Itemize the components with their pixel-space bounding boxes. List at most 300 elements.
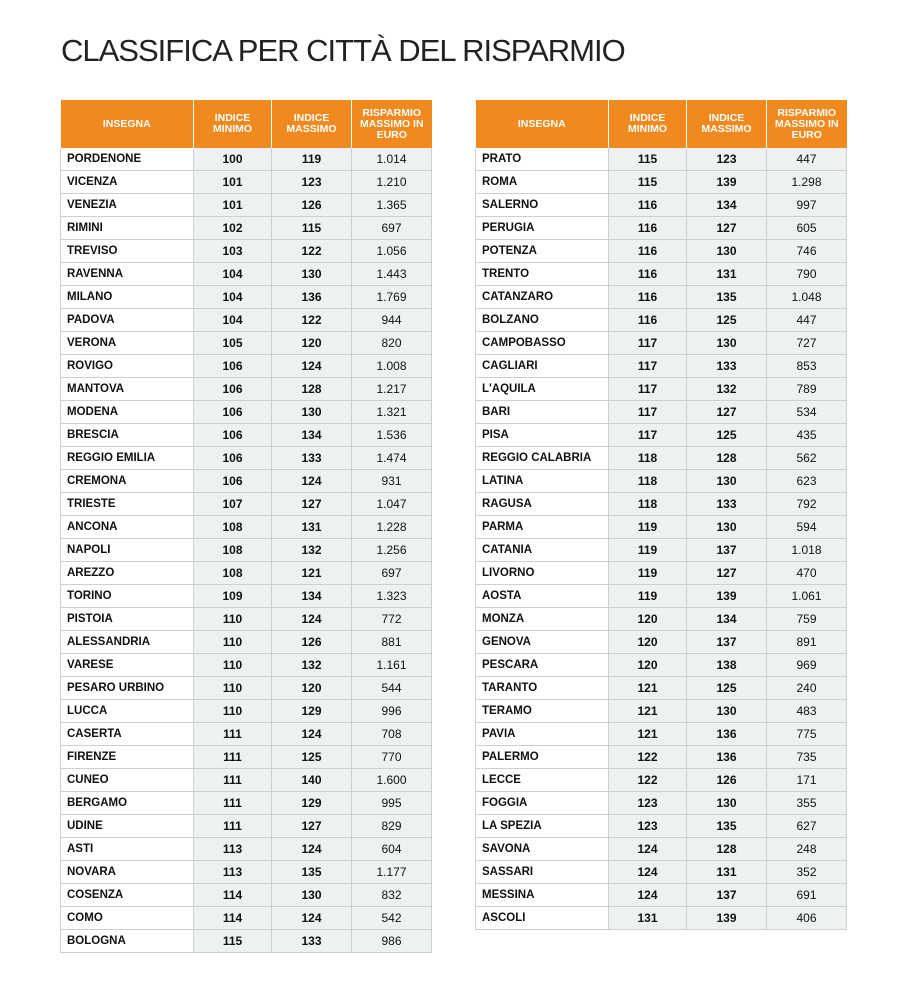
max-index-cell: 131 bbox=[687, 861, 767, 884]
savings-cell: 171 bbox=[767, 769, 847, 792]
savings-cell: 881 bbox=[352, 631, 432, 654]
savings-cell: 406 bbox=[767, 907, 847, 930]
min-index-cell: 106 bbox=[194, 470, 272, 493]
min-index-cell: 116 bbox=[609, 309, 687, 332]
city-cell: PORDENONE bbox=[61, 148, 194, 171]
max-index-cell: 126 bbox=[272, 194, 352, 217]
max-index-cell: 121 bbox=[272, 562, 352, 585]
table-row bbox=[476, 539, 847, 562]
min-index-cell: 116 bbox=[609, 263, 687, 286]
city-cell: SAVONA bbox=[476, 838, 609, 861]
table-row bbox=[61, 309, 432, 332]
max-index-cell: 139 bbox=[687, 585, 767, 608]
savings-cell: 986 bbox=[352, 930, 432, 953]
min-index-cell: 121 bbox=[609, 700, 687, 723]
city-cell: MESSINA bbox=[476, 884, 609, 907]
max-index-cell: 133 bbox=[272, 930, 352, 953]
city-cell: MANTOVA bbox=[61, 378, 194, 401]
min-index-cell: 117 bbox=[609, 424, 687, 447]
min-index-cell: 106 bbox=[194, 401, 272, 424]
min-index-cell: 115 bbox=[609, 148, 687, 171]
min-index-cell: 105 bbox=[194, 332, 272, 355]
savings-cell: 1.256 bbox=[352, 539, 432, 562]
city-cell: CAMPOBASSO bbox=[476, 332, 609, 355]
min-index-cell: 106 bbox=[194, 355, 272, 378]
header-insegna: INSEGNA bbox=[476, 100, 609, 148]
min-index-cell: 113 bbox=[194, 838, 272, 861]
max-index-cell: 124 bbox=[272, 355, 352, 378]
table-row bbox=[476, 424, 847, 447]
city-cell: MODENA bbox=[61, 401, 194, 424]
max-index-cell: 125 bbox=[272, 746, 352, 769]
max-index-cell: 127 bbox=[687, 562, 767, 585]
table-row bbox=[61, 838, 432, 861]
table-row bbox=[476, 171, 847, 194]
savings-cell: 544 bbox=[352, 677, 432, 700]
min-index-cell: 104 bbox=[194, 263, 272, 286]
table-row bbox=[61, 884, 432, 907]
min-index-cell: 100 bbox=[194, 148, 272, 171]
table-row bbox=[61, 470, 432, 493]
max-index-cell: 128 bbox=[687, 838, 767, 861]
savings-cell: 1.161 bbox=[352, 654, 432, 677]
city-cell: POTENZA bbox=[476, 240, 609, 263]
max-index-cell: 130 bbox=[687, 470, 767, 493]
min-index-cell: 116 bbox=[609, 240, 687, 263]
min-index-cell: 101 bbox=[194, 194, 272, 217]
min-index-cell: 114 bbox=[194, 884, 272, 907]
min-index-cell: 111 bbox=[194, 746, 272, 769]
savings-cell: 790 bbox=[767, 263, 847, 286]
table-row bbox=[61, 148, 432, 171]
savings-cell: 562 bbox=[767, 447, 847, 470]
min-index-cell: 113 bbox=[194, 861, 272, 884]
city-cell: ASTI bbox=[61, 838, 194, 861]
table-row bbox=[476, 861, 847, 884]
table-row bbox=[61, 654, 432, 677]
max-index-cell: 130 bbox=[687, 700, 767, 723]
city-cell: VICENZA bbox=[61, 171, 194, 194]
savings-cell: 355 bbox=[767, 792, 847, 815]
max-index-cell: 131 bbox=[687, 263, 767, 286]
savings-cell: 1.048 bbox=[767, 286, 847, 309]
min-index-cell: 111 bbox=[194, 815, 272, 838]
city-cell: TREVISO bbox=[61, 240, 194, 263]
header-indice-massimo: INDICE MASSIMO bbox=[272, 100, 352, 148]
city-cell: LATINA bbox=[476, 470, 609, 493]
max-index-cell: 135 bbox=[272, 861, 352, 884]
max-index-cell: 124 bbox=[272, 723, 352, 746]
city-cell: CATANZARO bbox=[476, 286, 609, 309]
savings-cell: 1.061 bbox=[767, 585, 847, 608]
table-row bbox=[476, 631, 847, 654]
savings-cell: 1.014 bbox=[352, 148, 432, 171]
city-cell: FOGGIA bbox=[476, 792, 609, 815]
min-index-cell: 110 bbox=[194, 677, 272, 700]
min-index-cell: 111 bbox=[194, 792, 272, 815]
savings-cell: 352 bbox=[767, 861, 847, 884]
ranking-table-left bbox=[60, 100, 432, 953]
max-index-cell: 131 bbox=[272, 516, 352, 539]
table-row bbox=[61, 355, 432, 378]
header-indice-minimo: INDICE MINIMO bbox=[609, 100, 687, 148]
table-row bbox=[61, 424, 432, 447]
city-cell: VENEZIA bbox=[61, 194, 194, 217]
min-index-cell: 120 bbox=[609, 608, 687, 631]
min-index-cell: 117 bbox=[609, 355, 687, 378]
max-index-cell: 133 bbox=[272, 447, 352, 470]
table-row bbox=[476, 355, 847, 378]
savings-cell: 792 bbox=[767, 493, 847, 516]
city-cell: LUCCA bbox=[61, 700, 194, 723]
max-index-cell: 126 bbox=[687, 769, 767, 792]
city-cell: TORINO bbox=[61, 585, 194, 608]
city-cell: ALESSANDRIA bbox=[61, 631, 194, 654]
min-index-cell: 122 bbox=[609, 769, 687, 792]
city-cell: PARMA bbox=[476, 516, 609, 539]
city-cell: PESCARA bbox=[476, 654, 609, 677]
max-index-cell: 132 bbox=[272, 539, 352, 562]
page-title: CLASSIFICA PER CITTÀ DEL RISPARMIO bbox=[61, 33, 625, 68]
city-cell: RIMINI bbox=[61, 217, 194, 240]
max-index-cell: 127 bbox=[272, 815, 352, 838]
savings-cell: 1.474 bbox=[352, 447, 432, 470]
city-cell: CUNEO bbox=[61, 769, 194, 792]
city-cell: LECCE bbox=[476, 769, 609, 792]
savings-cell: 470 bbox=[767, 562, 847, 585]
header-risparmio-massimo: RISPARMIO MASSIMO IN EURO bbox=[352, 100, 432, 148]
min-index-cell: 118 bbox=[609, 493, 687, 516]
table-row bbox=[476, 907, 847, 930]
max-index-cell: 123 bbox=[272, 171, 352, 194]
table-row bbox=[476, 309, 847, 332]
savings-cell: 829 bbox=[352, 815, 432, 838]
savings-cell: 1.321 bbox=[352, 401, 432, 424]
table-row bbox=[61, 723, 432, 746]
header-indice-minimo: INDICE MINIMO bbox=[194, 100, 272, 148]
table-row bbox=[476, 746, 847, 769]
city-cell: COMO bbox=[61, 907, 194, 930]
max-index-cell: 124 bbox=[272, 470, 352, 493]
city-cell: RAGUSA bbox=[476, 493, 609, 516]
min-index-cell: 119 bbox=[609, 585, 687, 608]
savings-cell: 759 bbox=[767, 608, 847, 631]
max-index-cell: 127 bbox=[687, 217, 767, 240]
savings-cell: 735 bbox=[767, 746, 847, 769]
table-row bbox=[61, 792, 432, 815]
table-row bbox=[476, 470, 847, 493]
savings-cell: 1.008 bbox=[352, 355, 432, 378]
min-index-cell: 114 bbox=[194, 907, 272, 930]
city-cell: BRESCIA bbox=[61, 424, 194, 447]
min-index-cell: 120 bbox=[609, 654, 687, 677]
max-index-cell: 140 bbox=[272, 769, 352, 792]
max-index-cell: 137 bbox=[687, 631, 767, 654]
max-index-cell: 139 bbox=[687, 171, 767, 194]
min-index-cell: 123 bbox=[609, 792, 687, 815]
max-index-cell: 124 bbox=[272, 608, 352, 631]
min-index-cell: 116 bbox=[609, 194, 687, 217]
savings-cell: 1.217 bbox=[352, 378, 432, 401]
max-index-cell: 134 bbox=[272, 585, 352, 608]
savings-cell: 969 bbox=[767, 654, 847, 677]
header-risparmio-massimo: RISPARMIO MASSIMO IN EURO bbox=[767, 100, 847, 148]
city-cell: PADOVA bbox=[61, 309, 194, 332]
table-row bbox=[61, 516, 432, 539]
city-cell: BERGAMO bbox=[61, 792, 194, 815]
city-cell: TERAMO bbox=[476, 700, 609, 723]
city-cell: TRIESTE bbox=[61, 493, 194, 516]
min-index-cell: 124 bbox=[609, 884, 687, 907]
savings-cell: 997 bbox=[767, 194, 847, 217]
ranking-table-right bbox=[475, 100, 847, 930]
city-cell: CASERTA bbox=[61, 723, 194, 746]
min-index-cell: 104 bbox=[194, 309, 272, 332]
min-index-cell: 110 bbox=[194, 654, 272, 677]
table-row bbox=[61, 700, 432, 723]
city-cell: PISA bbox=[476, 424, 609, 447]
savings-cell: 891 bbox=[767, 631, 847, 654]
savings-cell: 483 bbox=[767, 700, 847, 723]
max-index-cell: 138 bbox=[687, 654, 767, 677]
city-cell: ANCONA bbox=[61, 516, 194, 539]
city-cell: VERONA bbox=[61, 332, 194, 355]
city-cell: UDINE bbox=[61, 815, 194, 838]
savings-cell: 594 bbox=[767, 516, 847, 539]
savings-cell: 1.769 bbox=[352, 286, 432, 309]
table-row bbox=[476, 286, 847, 309]
table-row bbox=[476, 217, 847, 240]
min-index-cell: 115 bbox=[609, 171, 687, 194]
city-cell: FIRENZE bbox=[61, 746, 194, 769]
min-index-cell: 110 bbox=[194, 631, 272, 654]
savings-cell: 697 bbox=[352, 217, 432, 240]
table-row bbox=[476, 332, 847, 355]
savings-cell: 727 bbox=[767, 332, 847, 355]
savings-cell: 248 bbox=[767, 838, 847, 861]
min-index-cell: 121 bbox=[609, 677, 687, 700]
max-index-cell: 132 bbox=[272, 654, 352, 677]
city-cell: ASCOLI bbox=[476, 907, 609, 930]
savings-cell: 534 bbox=[767, 401, 847, 424]
savings-cell: 1.323 bbox=[352, 585, 432, 608]
max-index-cell: 137 bbox=[687, 884, 767, 907]
max-index-cell: 119 bbox=[272, 148, 352, 171]
max-index-cell: 128 bbox=[272, 378, 352, 401]
table-row bbox=[61, 677, 432, 700]
city-cell: GENOVA bbox=[476, 631, 609, 654]
min-index-cell: 109 bbox=[194, 585, 272, 608]
header-insegna: INSEGNA bbox=[61, 100, 194, 148]
max-index-cell: 120 bbox=[272, 677, 352, 700]
min-index-cell: 106 bbox=[194, 378, 272, 401]
savings-cell: 708 bbox=[352, 723, 432, 746]
max-index-cell: 115 bbox=[272, 217, 352, 240]
city-cell: BOLOGNA bbox=[61, 930, 194, 953]
savings-cell: 1.047 bbox=[352, 493, 432, 516]
savings-cell: 627 bbox=[767, 815, 847, 838]
max-index-cell: 130 bbox=[687, 516, 767, 539]
city-cell: MONZA bbox=[476, 608, 609, 631]
min-index-cell: 110 bbox=[194, 700, 272, 723]
table-row bbox=[476, 700, 847, 723]
savings-cell: 832 bbox=[352, 884, 432, 907]
city-cell: TARANTO bbox=[476, 677, 609, 700]
table-row bbox=[61, 608, 432, 631]
min-index-cell: 102 bbox=[194, 217, 272, 240]
max-index-cell: 120 bbox=[272, 332, 352, 355]
table-row bbox=[61, 861, 432, 884]
min-index-cell: 111 bbox=[194, 723, 272, 746]
savings-cell: 447 bbox=[767, 309, 847, 332]
min-index-cell: 116 bbox=[609, 217, 687, 240]
city-cell: PESARO URBINO bbox=[61, 677, 194, 700]
max-index-cell: 129 bbox=[272, 792, 352, 815]
table-row bbox=[61, 217, 432, 240]
table-row bbox=[61, 746, 432, 769]
min-index-cell: 104 bbox=[194, 286, 272, 309]
table-row bbox=[61, 401, 432, 424]
table-row bbox=[476, 723, 847, 746]
min-index-cell: 117 bbox=[609, 332, 687, 355]
city-cell: PERUGIA bbox=[476, 217, 609, 240]
table-row bbox=[61, 447, 432, 470]
table-row bbox=[476, 378, 847, 401]
city-cell: TRENTO bbox=[476, 263, 609, 286]
max-index-cell: 134 bbox=[687, 194, 767, 217]
table-row bbox=[476, 608, 847, 631]
table-row bbox=[476, 792, 847, 815]
table-row bbox=[476, 677, 847, 700]
city-cell: COSENZA bbox=[61, 884, 194, 907]
city-cell: MILANO bbox=[61, 286, 194, 309]
min-index-cell: 110 bbox=[194, 608, 272, 631]
min-index-cell: 118 bbox=[609, 447, 687, 470]
table-row bbox=[476, 240, 847, 263]
savings-cell: 1.298 bbox=[767, 171, 847, 194]
max-index-cell: 126 bbox=[272, 631, 352, 654]
savings-cell: 1.600 bbox=[352, 769, 432, 792]
city-cell: REGGIO CALABRIA bbox=[476, 447, 609, 470]
city-cell: L'AQUILA bbox=[476, 378, 609, 401]
savings-cell: 1.018 bbox=[767, 539, 847, 562]
city-cell: NAPOLI bbox=[61, 539, 194, 562]
min-index-cell: 123 bbox=[609, 815, 687, 838]
max-index-cell: 130 bbox=[687, 240, 767, 263]
city-cell: VARESE bbox=[61, 654, 194, 677]
table-row bbox=[61, 332, 432, 355]
table-row bbox=[61, 815, 432, 838]
max-index-cell: 127 bbox=[272, 493, 352, 516]
min-index-cell: 103 bbox=[194, 240, 272, 263]
savings-cell: 1.228 bbox=[352, 516, 432, 539]
table-row bbox=[61, 240, 432, 263]
savings-cell: 995 bbox=[352, 792, 432, 815]
savings-cell: 789 bbox=[767, 378, 847, 401]
table-row bbox=[61, 930, 432, 953]
table-row bbox=[476, 516, 847, 539]
min-index-cell: 122 bbox=[609, 746, 687, 769]
max-index-cell: 130 bbox=[272, 263, 352, 286]
savings-cell: 623 bbox=[767, 470, 847, 493]
city-cell: SASSARI bbox=[476, 861, 609, 884]
table-row bbox=[61, 562, 432, 585]
header-indice-massimo: INDICE MASSIMO bbox=[687, 100, 767, 148]
table-row bbox=[61, 631, 432, 654]
min-index-cell: 117 bbox=[609, 401, 687, 424]
city-cell: CAGLIARI bbox=[476, 355, 609, 378]
min-index-cell: 124 bbox=[609, 838, 687, 861]
max-index-cell: 122 bbox=[272, 240, 352, 263]
max-index-cell: 137 bbox=[687, 539, 767, 562]
min-index-cell: 116 bbox=[609, 286, 687, 309]
min-index-cell: 131 bbox=[609, 907, 687, 930]
max-index-cell: 133 bbox=[687, 355, 767, 378]
savings-cell: 542 bbox=[352, 907, 432, 930]
savings-cell: 944 bbox=[352, 309, 432, 332]
table-row bbox=[476, 562, 847, 585]
min-index-cell: 108 bbox=[194, 539, 272, 562]
max-index-cell: 136 bbox=[272, 286, 352, 309]
savings-cell: 1.536 bbox=[352, 424, 432, 447]
savings-cell: 1.177 bbox=[352, 861, 432, 884]
city-cell: BOLZANO bbox=[476, 309, 609, 332]
max-index-cell: 124 bbox=[272, 907, 352, 930]
table-row bbox=[476, 263, 847, 286]
table-row bbox=[61, 493, 432, 516]
max-index-cell: 132 bbox=[687, 378, 767, 401]
min-index-cell: 119 bbox=[609, 562, 687, 585]
table-row bbox=[476, 838, 847, 861]
max-index-cell: 139 bbox=[687, 907, 767, 930]
max-index-cell: 135 bbox=[687, 815, 767, 838]
city-cell: CATANIA bbox=[476, 539, 609, 562]
min-index-cell: 121 bbox=[609, 723, 687, 746]
city-cell: REGGIO EMILIA bbox=[61, 447, 194, 470]
min-index-cell: 106 bbox=[194, 447, 272, 470]
table-row bbox=[476, 401, 847, 424]
savings-cell: 931 bbox=[352, 470, 432, 493]
max-index-cell: 130 bbox=[687, 332, 767, 355]
min-index-cell: 101 bbox=[194, 171, 272, 194]
max-index-cell: 130 bbox=[687, 792, 767, 815]
table-row bbox=[476, 815, 847, 838]
min-index-cell: 108 bbox=[194, 516, 272, 539]
min-index-cell: 107 bbox=[194, 493, 272, 516]
savings-cell: 1.056 bbox=[352, 240, 432, 263]
min-index-cell: 117 bbox=[609, 378, 687, 401]
table-row bbox=[476, 585, 847, 608]
min-index-cell: 115 bbox=[194, 930, 272, 953]
city-cell: ROMA bbox=[476, 171, 609, 194]
table-header-row bbox=[476, 100, 847, 148]
max-index-cell: 125 bbox=[687, 424, 767, 447]
max-index-cell: 125 bbox=[687, 677, 767, 700]
max-index-cell: 134 bbox=[687, 608, 767, 631]
max-index-cell: 135 bbox=[687, 286, 767, 309]
table-row bbox=[476, 148, 847, 171]
savings-cell: 447 bbox=[767, 148, 847, 171]
min-index-cell: 120 bbox=[609, 631, 687, 654]
savings-cell: 746 bbox=[767, 240, 847, 263]
min-index-cell: 108 bbox=[194, 562, 272, 585]
city-cell: NOVARA bbox=[61, 861, 194, 884]
table-row bbox=[61, 263, 432, 286]
table-row bbox=[476, 769, 847, 792]
max-index-cell: 128 bbox=[687, 447, 767, 470]
min-index-cell: 124 bbox=[609, 861, 687, 884]
max-index-cell: 123 bbox=[687, 148, 767, 171]
